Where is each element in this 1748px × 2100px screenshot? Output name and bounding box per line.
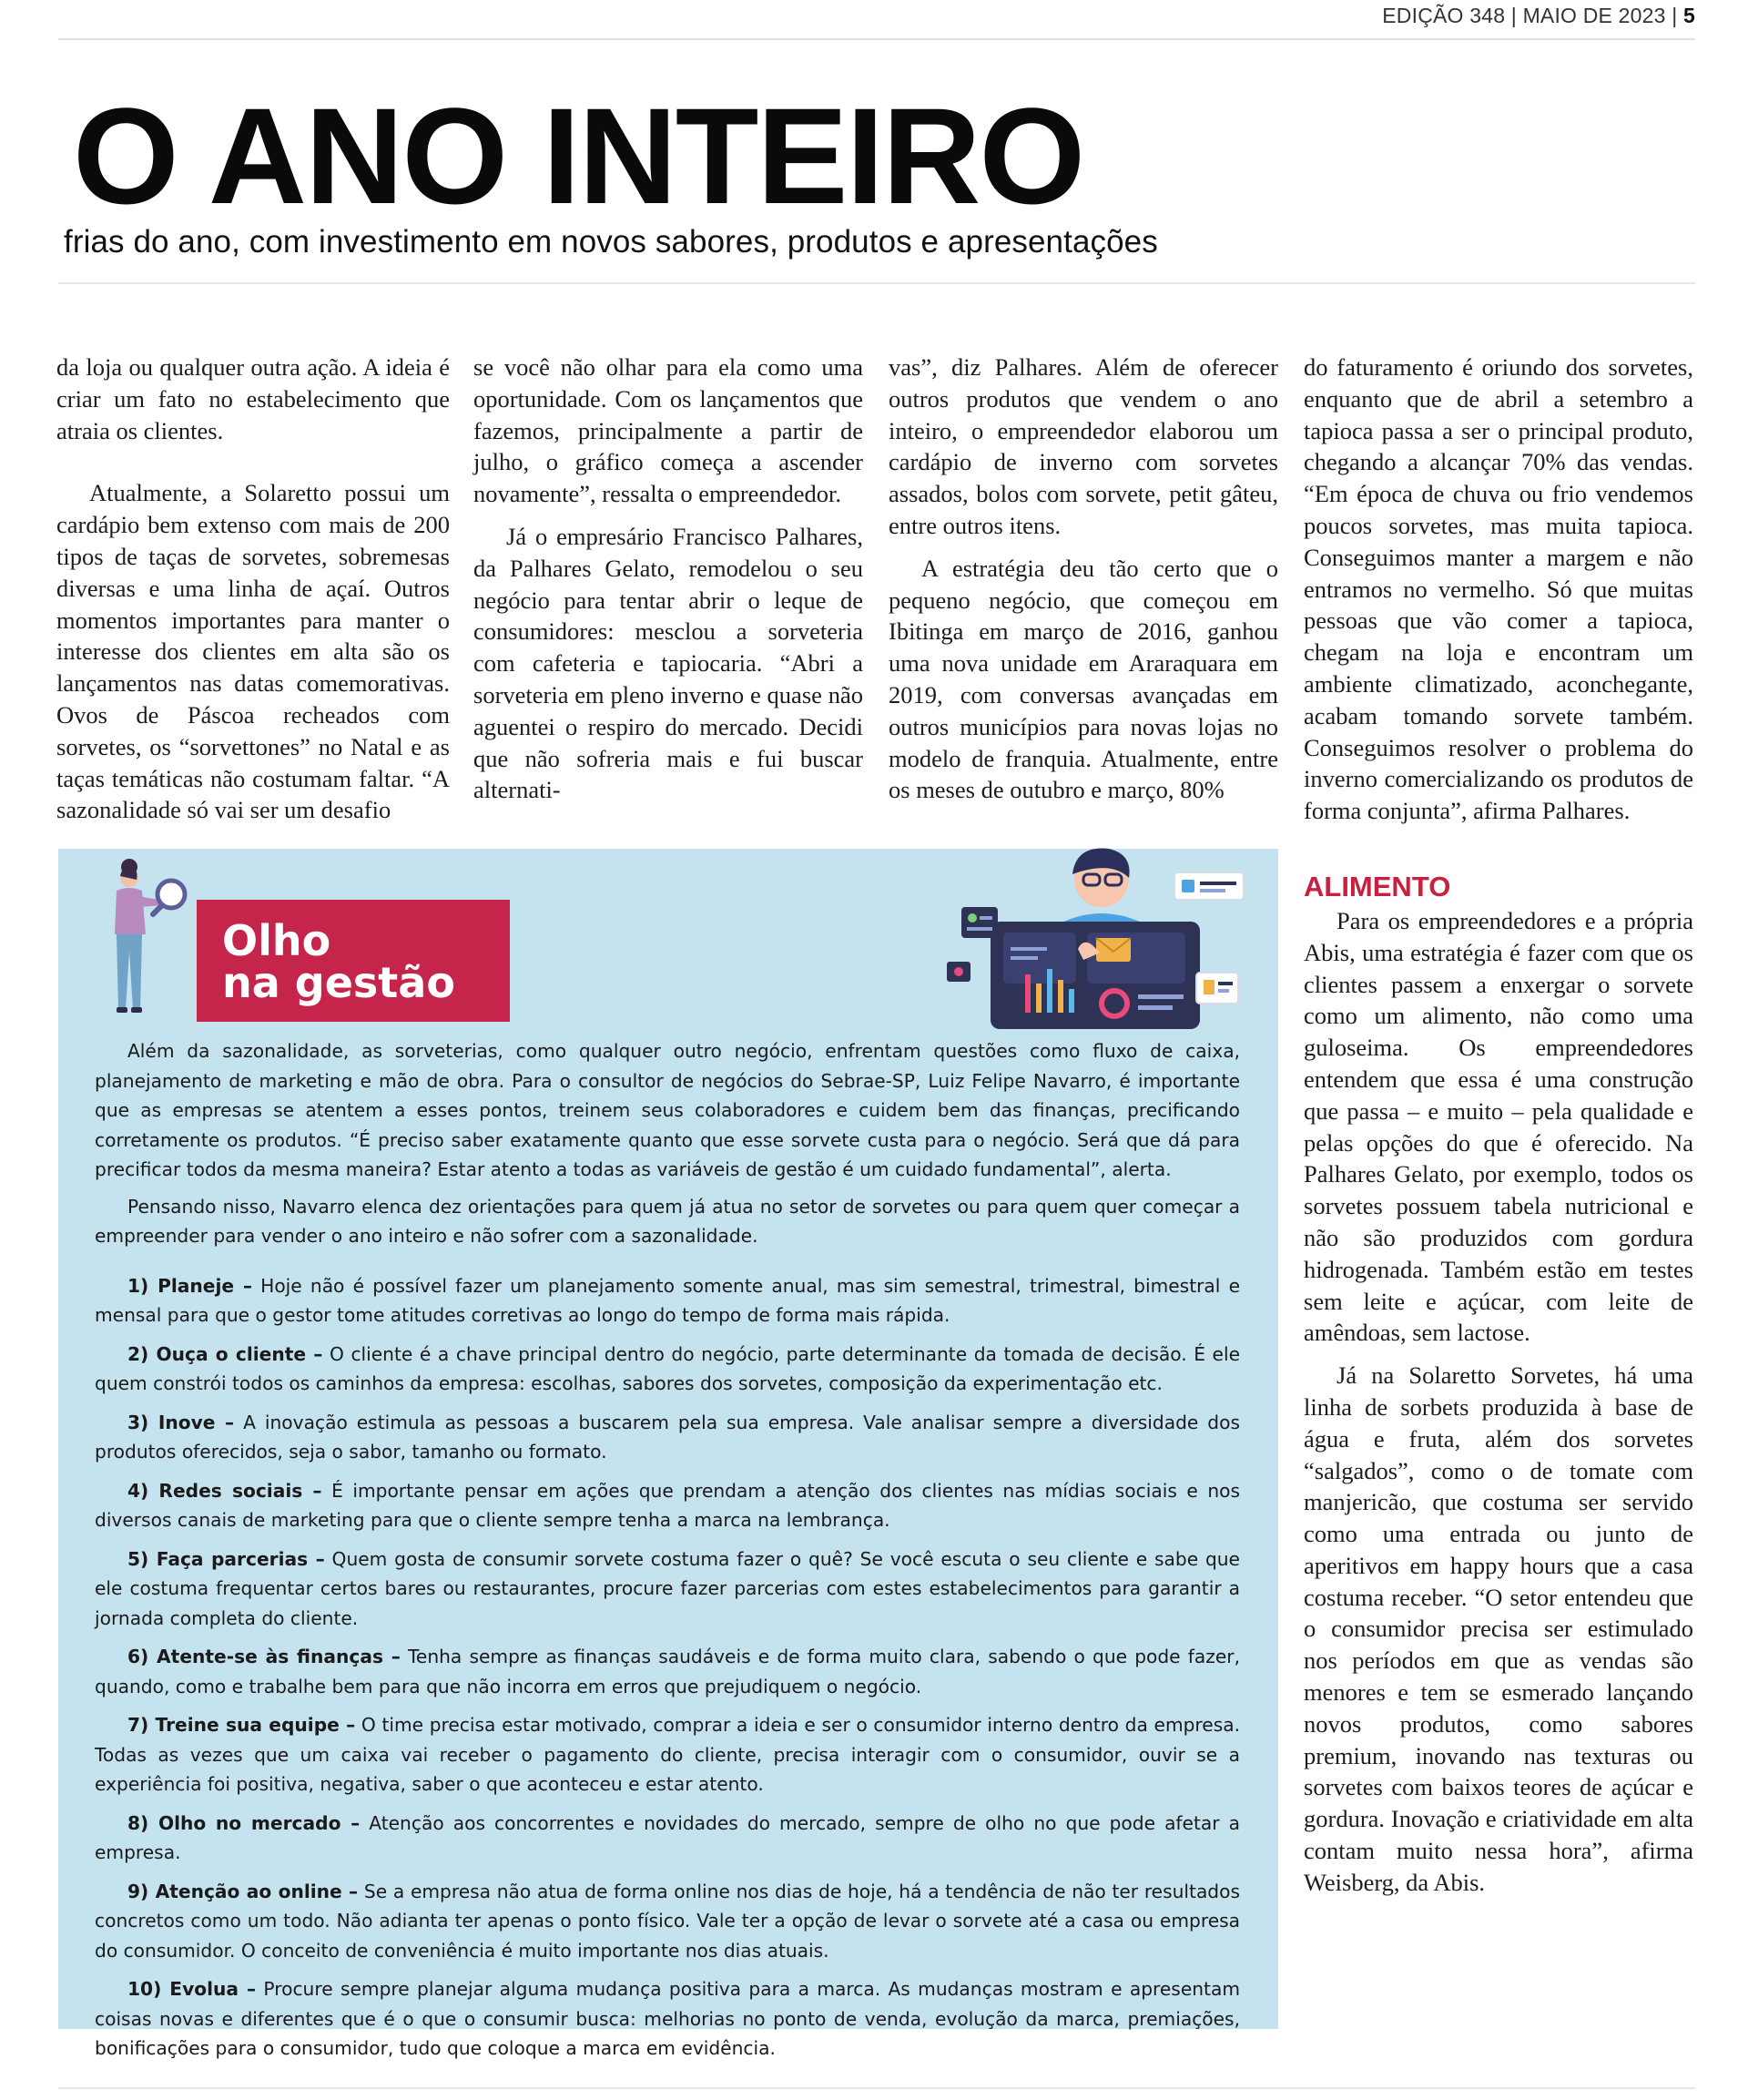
tip-text: Hoje não é possível fazer um planejamento somente anual, mas sim semestral, trimestral, bimestral e mensal para que o gestor tome atitudes corretivas ao longo do tempo de forma mais rápida. bbox=[95, 1274, 1240, 1326]
tip-text: Atenção aos concorrentes e novidades do mercado, sempre de olho no que pode afetar a empresa. bbox=[95, 1811, 1240, 1863]
tip-item bbox=[95, 1642, 1240, 1701]
tip-item bbox=[95, 1271, 1240, 1330]
paragraph: vas”, diz Palhares. Além de oferecer outros produtos que vendem o ano inteiro, o empreendedor elaborou um cardápio de inverno com sorvetes assados, bolos com sorvete, petit gâteu, entre outros itens. bbox=[889, 353, 1278, 539]
tip-text: Procure sempre planejar alguma mudança positiva para a marca. As mudanças mostram e apresentam coisas novas e diferentes que é o que o consumir busca: melhorias no ponto de venda, evolução da marca, premiações, bonificações para o consumidor, tudo que coloque a marca em evidência. bbox=[95, 1978, 1240, 2059]
paragraph: A estratégia deu tão certo que o pequeno negócio, que começou em Ibitinga em março de 2016, ganhou uma nova unidade em Araraquara em 2019, com conversas avançadas em outros municípios para novas lojas no modelo de franquia. Atualmente, entre os meses de outubro e março, 80% bbox=[889, 554, 1278, 804]
section-heading: ALIMENTO bbox=[1304, 870, 1451, 902]
article-column-3 bbox=[889, 352, 1278, 806]
box-badge bbox=[197, 900, 510, 1022]
article-column-1 bbox=[56, 352, 450, 826]
tip-text: A inovação estimula as pessoas a buscarem pela sua empresa. Vale analisar sempre a diversidade dos produtos oferecidos, seja o sabor, tamanho ou formato. bbox=[95, 1411, 1240, 1463]
badge-line-1: Olho bbox=[222, 916, 331, 965]
top-divider bbox=[58, 38, 1695, 40]
tip-title: 8) Olho no mercado – bbox=[127, 1811, 361, 1834]
article-column-2 bbox=[473, 352, 863, 806]
bottom-divider bbox=[58, 2087, 1695, 2089]
tip-text: Se a empresa não atua de forma online nos dias de hoje, há a tendência de não ter resultados concretos como um todo. Não adianta ter apenas o ponto físico. Vale ter a opção de levar o sorvete até a casa ou empresa do consumidor. O conceito de conveniência é muito importante nos dias atuais. bbox=[95, 1880, 1240, 1962]
edition-header bbox=[1382, 4, 1695, 28]
tip-title: 5) Faça parcerias – bbox=[127, 1547, 325, 1570]
tip-text: O cliente é a chave principal dentro do negócio, parte determinante da tomada de decisão. É ele quem constrói todos os caminhos da empresa: escolhas, sabores dos sorvetes, composição da experimentação etc. bbox=[95, 1342, 1241, 1394]
tip-title: 6) Atente-se às finanças – bbox=[127, 1646, 401, 1667]
page-title: O ANO INTEIRO bbox=[73, 79, 1084, 232]
box-intro-paragraph: Pensando nisso, Navarro elenca dez orientações para quem já atua no setor de sorvetes ou para quem quer começar a empreender para vender o ano inteiro e não sofrer com a sazonalidade. bbox=[95, 1195, 1240, 1247]
tip-item bbox=[95, 1544, 1240, 1634]
tip-item bbox=[95, 1340, 1240, 1399]
badge-line-2: na gestão bbox=[222, 958, 455, 1007]
tip-title: 10) Evolua – bbox=[127, 1978, 257, 2000]
paragraph: Atualmente, a Solaretto possui um cardápio bem extenso com mais de 200 tipos de taças de sorvetes, sobremesas diversas e uma linha de açaí. Outros momentos importantes para manter o interesse dos clientes em alta são os lançamentos nas datas comemorativas. Ovos de Páscoa recheados com sorvetes, os “sorvettones” no Natal e as taças temáticas não costumam faltar. “A sazonalidade só vai ser um desafio bbox=[56, 479, 450, 824]
paragraph: do faturamento é oriundo dos sorvetes, enquanto que de abril a setembro a tapioca passa a ser o principal produto, chegando a alcançar 70% das vendas. “Em época de chuva ou frio vendemos poucos sorvetes, mas muita tapioca. Conseguimos manter a margem e não entramos no vermelho. Só que muitas pessoas que vão comer a tapioca, chegam na loja e encontram um ambiente climatizado, aconchegante, acabam tomando sorvete também. Conseguimos resolver o problema do inverno comercializando os produtos de forma conjunta”, afirma Palhares. bbox=[1304, 353, 1693, 825]
tip-item bbox=[95, 1809, 1240, 1868]
box-text bbox=[95, 1036, 1240, 2073]
tip-item bbox=[95, 1974, 1240, 2064]
page-subtitle: frias do ano, com investimento em novos sabores, produtos e apresentações bbox=[64, 224, 1158, 260]
edition-text: EDIÇÃO 348 | MAIO DE 2023 | bbox=[1382, 4, 1683, 27]
tips-list bbox=[95, 1271, 1240, 2064]
tip-item bbox=[95, 1710, 1240, 1799]
man-dashboard-illustration bbox=[947, 838, 1247, 1031]
paragraph: Já o empresário Francisco Palhares, da Palhares Gelato, remodelou o seu negócio para tentar abrir o leque de consumidores: mesclou a sorveteria com cafeteria e tapiocaria. “Abri a sorveteria em pleno inverno e quase não aguentei o respiro do mercado. Decidi que não sofreria mais e fui buscar alternati- bbox=[473, 522, 863, 804]
tip-text: O time precisa estar motivado, comprar a ideia e ser o consumidor interno dentro da empresa. Todas as vezes que um caixa vai receber o pagamento do cliente, precisa interagir com o consumidor, ouvir se a experiência foi positiva, negativa, saber o que aconteceu e estar atento. bbox=[95, 1714, 1240, 1795]
tip-title: 2) Ouça o cliente – bbox=[127, 1342, 323, 1365]
tip-title: 1) Planeje – bbox=[127, 1274, 252, 1297]
tip-item bbox=[95, 1408, 1240, 1467]
tip-item bbox=[95, 1877, 1240, 1966]
box-intro-paragraph: Além da sazonalidade, as sorveterias, como qualquer outro negócio, enfrentam questões como fluxo de caixa, planejamento de marketing e mão de obra. Para o consultor de negócios do Sebrae-SP, Luiz Felipe Navarro, é importante que as empresas se atentem a esses pontos, treinem seus colaboradores e cuidem bem das finanças, precificando corretamente os produtos. “É preciso saber exatamente quanto que esse sorvete custa para o negócio. Será que dá para precificar todos da mesma maneira? Estar atento a todas as variáveis de gestão é um cuidado fundamental”, alerta. bbox=[95, 1040, 1240, 1180]
tip-item bbox=[95, 1476, 1240, 1535]
tip-title: 4) Redes sociais – bbox=[127, 1479, 322, 1502]
tip-text: Tenha sempre as finanças saudáveis e de forma muito clara, sabendo o que pode fazer, quando, como e trabalhe bem para que não incorra em erros que prejudiquem o negócio. bbox=[95, 1646, 1240, 1697]
tip-text: É importante pensar em ações que prendam a atenção dos clientes nas mídias sociais e nos diversos canais de marketing para que o cliente sempre tenha a marca na lembrança. bbox=[95, 1479, 1240, 1531]
paragraph: da loja ou qualquer outra ação. A ideia é criar um fato no estabelecimento que atraia os clientes. bbox=[56, 353, 450, 444]
tip-title: 7) Treine sua equipe – bbox=[127, 1714, 356, 1736]
paragraph: Já na Solaretto Sorvetes, há uma linha de sorbets produzida à base de água e fruta, além dos sorvetes “salgados”, como o de tomate com manjericão, que costuma ser servido como uma entrada ou junto de aperitivos em happy hours que a casa costuma receber. “O setor entendeu que o consumidor precisa ser estimulado nos períodos em que as vendas são menores e tem se esmerado lançando novos produtos, como sabores premium, inovando nas texturas ou sorvetes com baixos teores de açúcar e gordura. Inovação e criatividade em alta contam muito nessa hora”, afirma Weisberg, da Abis. bbox=[1304, 1361, 1693, 1896]
page-number: 5 bbox=[1683, 4, 1695, 27]
header-divider bbox=[58, 282, 1695, 284]
paragraph: se você não olhar para ela como uma oportunidade. Com os lançamentos que fazemos, principalmente a partir de julho, o gráfico começa a ascender novamente”, ressalta o empreendedor. bbox=[473, 353, 863, 508]
woman-magnifier-illustration bbox=[98, 856, 193, 1022]
tip-text: Quem gosta de consumir sorvete costuma fazer o quê? Se você escuta o seu cliente e sabe que ele costuma frequentar certos bares ou restaurantes, procure fazer parcerias com estes estabelecimentos para garantir a jornada completa do cliente. bbox=[95, 1547, 1240, 1629]
article-column-4 bbox=[1304, 352, 1693, 1899]
tip-title: 9) Atenção ao online – bbox=[127, 1880, 359, 1902]
tip-title: 3) Inove – bbox=[127, 1411, 235, 1433]
paragraph: Para os empreendedores e a própria Abis, uma estratégia é fazer com que os clientes passem a enxergar o sorvete como um alimento, não como uma guloseima. Os empreendedores entendem que essa é uma construção que passa – e muito – pela qualidade e pelas opções do que é oferecido. Na Palhares Gelato, por exemplo, todos os sorvetes possuem tabela nutricional e não são produzidos com gordura hidrogenada. Também estão em testes sem leite e açúcar, com leite de amêndoas, sem lactose. bbox=[1304, 906, 1693, 1347]
